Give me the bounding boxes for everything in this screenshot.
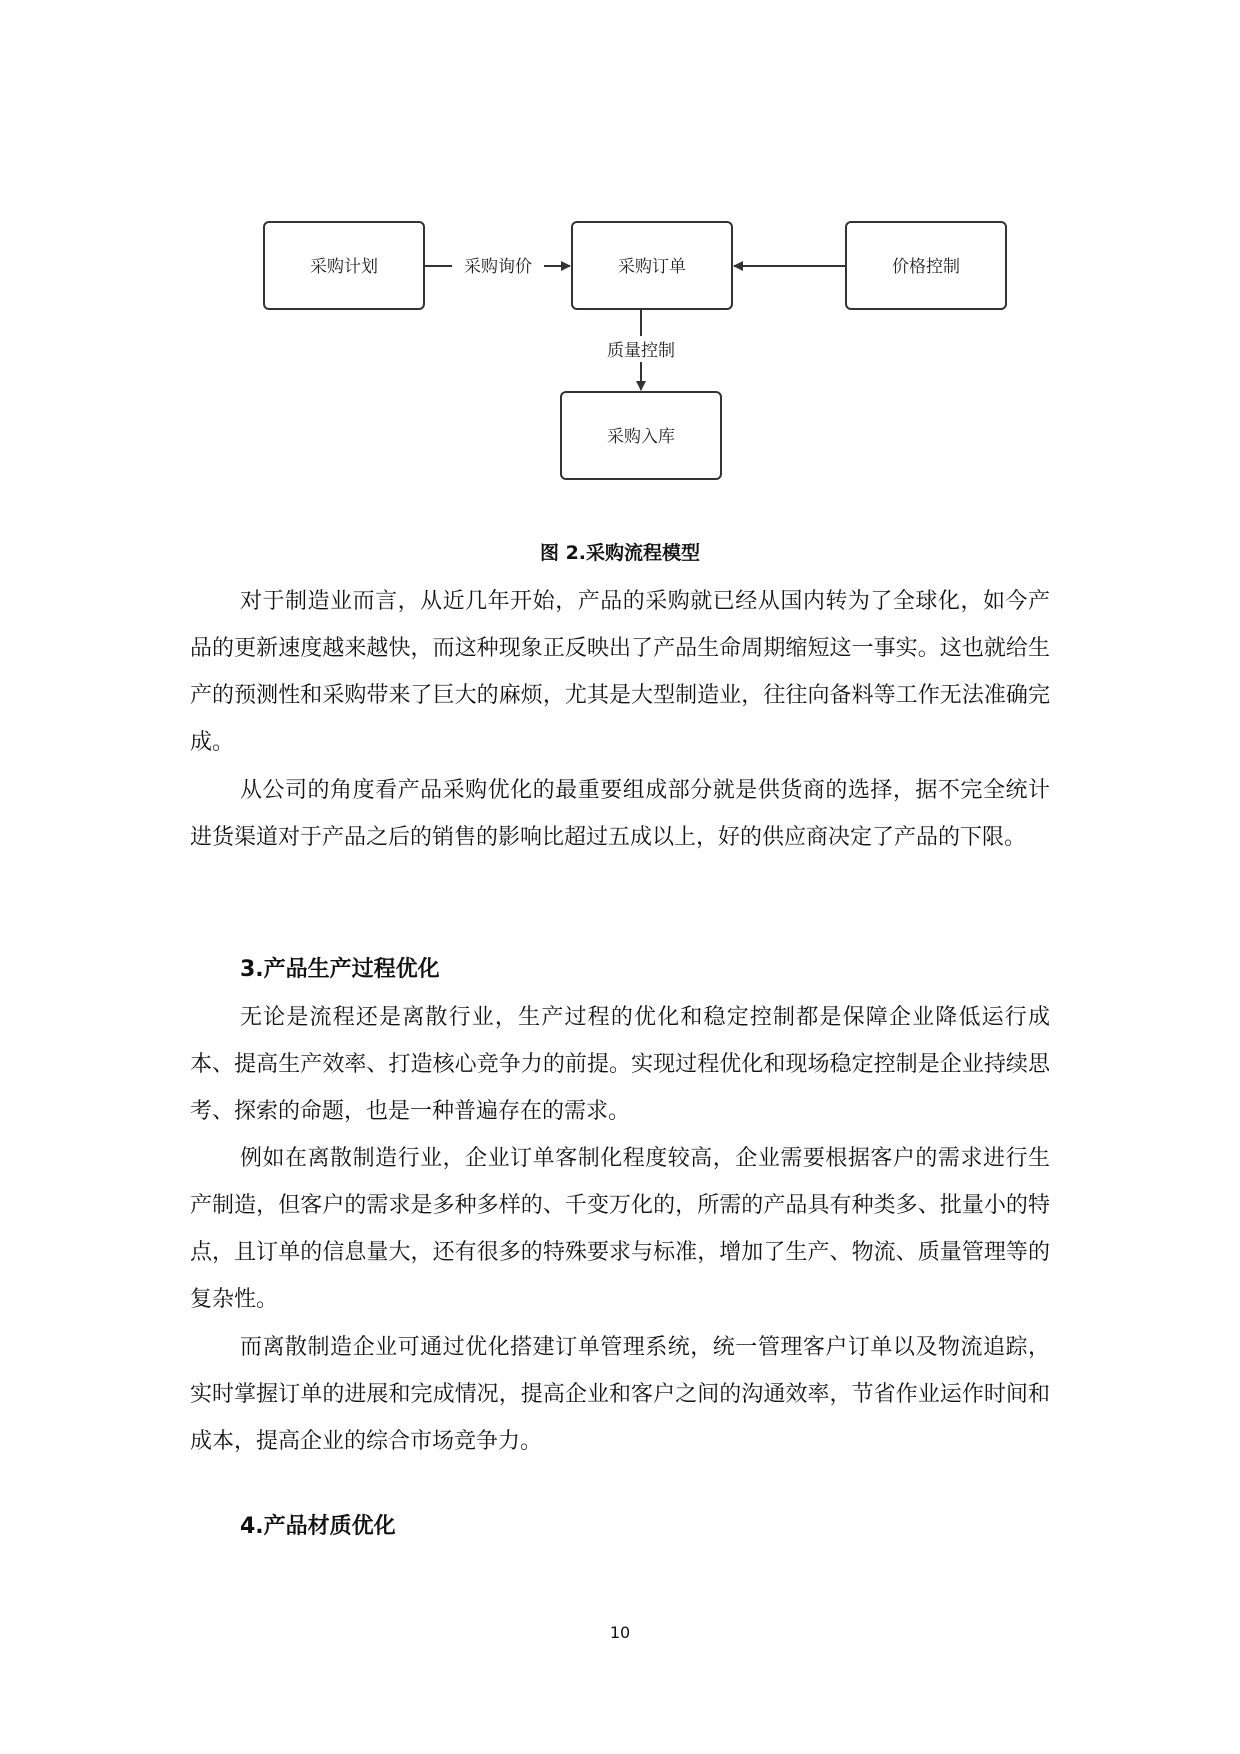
edge-inquiry-label: 采购询价 — [464, 257, 532, 277]
procurement-flow-diagram — [0, 0, 1240, 500]
node-warehouse — [561, 392, 721, 479]
paragraph: 而离散制造企业可通过优化搭建订单管理系统，统一管理客户订单以及物流追踪，实时掌握订单的进展和完成情况，提高企业和客户之间的沟通效率，节省作业运作时间和成本，提高企业的综合市场竞争力。 — [190, 1335, 1050, 1454]
section-heading: 3.产品生产过程优化 — [240, 957, 440, 982]
node-order-label: 采购订单 — [618, 257, 686, 277]
page-number: 10 — [609, 1623, 631, 1642]
paragraph: 从公司的角度看产品采购优化的最重要组成部分就是供货商的选择，据不完全统计进货渠道对于产品之后的销售的影响比超过五成以上，好的供应商决定了产品的下限。 — [190, 778, 1050, 850]
node-warehouse-label: 采购入库 — [607, 427, 675, 447]
edge-order-to-warehouse — [607, 309, 675, 390]
node-plan — [264, 222, 424, 309]
paragraph: 对于制造业而言，从近几年开始，产品的采购就已经从国内转为了全球化，如今产品的更新速度越来越快，而这种现象正反映出了产品生命周期缩短这一事实。这也就给生产的预测性和采购带来了巨大的麻烦，尤其是大型制造业，往往向备料等工作无法准确完成。 — [190, 589, 1050, 755]
paragraph: 无论是流程还是离散行业，生产过程的优化和稳定控制都是保障企业降低运行成本、提高生产效率、打造核心竞争力的前提。实现过程优化和现场稳定控制是企业持续思考、探索的命题，也是一种普遍存在的需求。 — [190, 1005, 1050, 1124]
figure-caption: 图 2.采购流程模型 — [539, 542, 701, 564]
node-price-label: 价格控制 — [892, 257, 960, 277]
node-price — [846, 222, 1006, 309]
node-order — [572, 222, 732, 309]
edge-plan-to-order — [424, 257, 570, 277]
edge-quality-label: 质量控制 — [607, 341, 675, 361]
node-plan-label: 采购计划 — [310, 257, 378, 277]
section-heading: 4.产品材质优化 — [240, 1514, 396, 1539]
paragraph: 例如在离散制造行业，企业订单客制化程度较高，企业需要根据客户的需求进行生产制造，但客户的需求是多种多样的、千变万化的，所需的产品具有种类多、批量小的特点，且订单的信息量大，还有很多的特殊要求与标准，增加了生产、物流、质量管理等的复杂性。 — [190, 1146, 1050, 1312]
